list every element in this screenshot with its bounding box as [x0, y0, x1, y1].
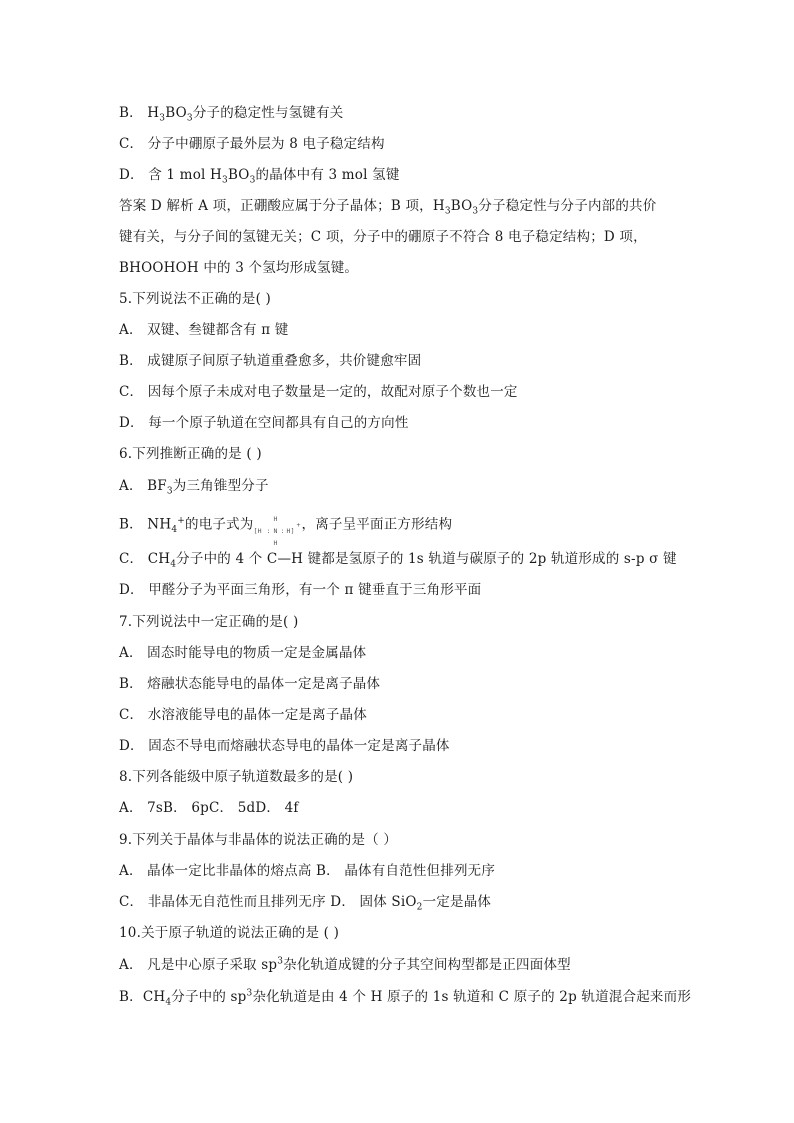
q5-option-d: D． 每一个原子轨道在空间都具有自己的方向性 [119, 415, 409, 431]
ammonium-lewis-structure: H [H : N : H] + H [253, 515, 301, 547]
q7-option-d: D． 固态不导电而熔融状态导电的晶体一定是离子晶体 [119, 738, 450, 754]
q5-option-a: A． 双键、叁键都含有 π 键 [119, 322, 289, 338]
q10-option-b: B．$CH_4$分子中的 $sp^3$杂化轨道是由 4 个 H 原子的 1s 轨道和 C 原子的 2p 轨道混合起来而形 [119, 988, 692, 1008]
answer-line-2: 键有关，与分子间的氢键无关；C 项，分子中的硼原子不符合 8 电子稳定结构；D 项， [119, 229, 647, 245]
q8-options: A． 7sB． 6pC． 5dD． 4f [119, 800, 299, 816]
q6-option-b: B． $NH_4^+$的电子式为 H [H : N : H] + H ，离子呈平面正方形结构 [119, 511, 452, 539]
q5-option-b: B． 成键原子间原子轨道重叠愈多，共价键愈牢固 [119, 353, 422, 369]
q6-option-a: A． $BF_3$为三角锥型分子 [119, 478, 269, 497]
question-6: 6.下列推断正确的是 ( ) [119, 446, 262, 462]
question-10: 10.关于原子轨道的说法正确的是 ( ) [119, 925, 340, 941]
q7-option-c: C． 水溶液能导电的晶体一定是离子晶体 [119, 707, 367, 723]
q10-option-a: A． 凡是中心原子采取 $sp^3$杂化轨道成键的分子其空间构型都是正四面体型 [119, 956, 571, 973]
question-7: 7.下列说法中一定正确的是( ) [119, 614, 299, 630]
q9-options-ab: A． 晶体一定比非晶体的熔点高 B． 晶体有自范性但排列无序 [119, 863, 496, 879]
question-5: 5.下列说法不正确的是( ) [119, 291, 272, 307]
q7-option-a: A． 固态时能导电的物质一定是金属晶体 [119, 645, 367, 661]
q4-option-b: B． $H_3BO_3$分子的稳定性与氢键有关 [119, 105, 344, 124]
question-8: 8.下列各能级中原子轨道数最多的是( ) [119, 769, 354, 785]
q9-options-cd: C． 非晶体无自范性而且排列无序 D． 固体 SiO$_2$一定是晶体 [119, 894, 492, 913]
q7-option-b: B． 熔融状态能导电的晶体一定是离子晶体 [119, 676, 381, 692]
answer-line-3: BHOOHOH 中的 3 个氢均形成氢键。 [119, 260, 359, 276]
answer-line-1: 答案 D 解析 A 项，正硼酸应属于分子晶体；B 项，$H_3BO_3$分子稳定性与分子内部的共价 [119, 198, 657, 217]
question-9: 9.下列关于晶体与非晶体的说法正确的是（ ） [119, 832, 398, 848]
q6-option-c: C． $CH_4$分子中的 4 个 C—H 键都是氢原子的 1s 轨道与碳原子的 2p 轨道形成的 s-p σ 键 [119, 551, 677, 570]
q4-option-c: C． 分子中硼原子最外层为 8 电子稳定结构 [119, 136, 385, 152]
q5-option-c: C． 因每个原子未成对电子数量是一定的，故配对原子个数也一定 [119, 384, 518, 400]
q4-option-d: D． 含 1 mol $H_3BO_3$的晶体中有 3 mol 氢键 [119, 167, 400, 186]
q6-option-d: D． 甲醛分子为平面三角形，有一个 π 键垂直于三角形平面 [119, 582, 482, 598]
